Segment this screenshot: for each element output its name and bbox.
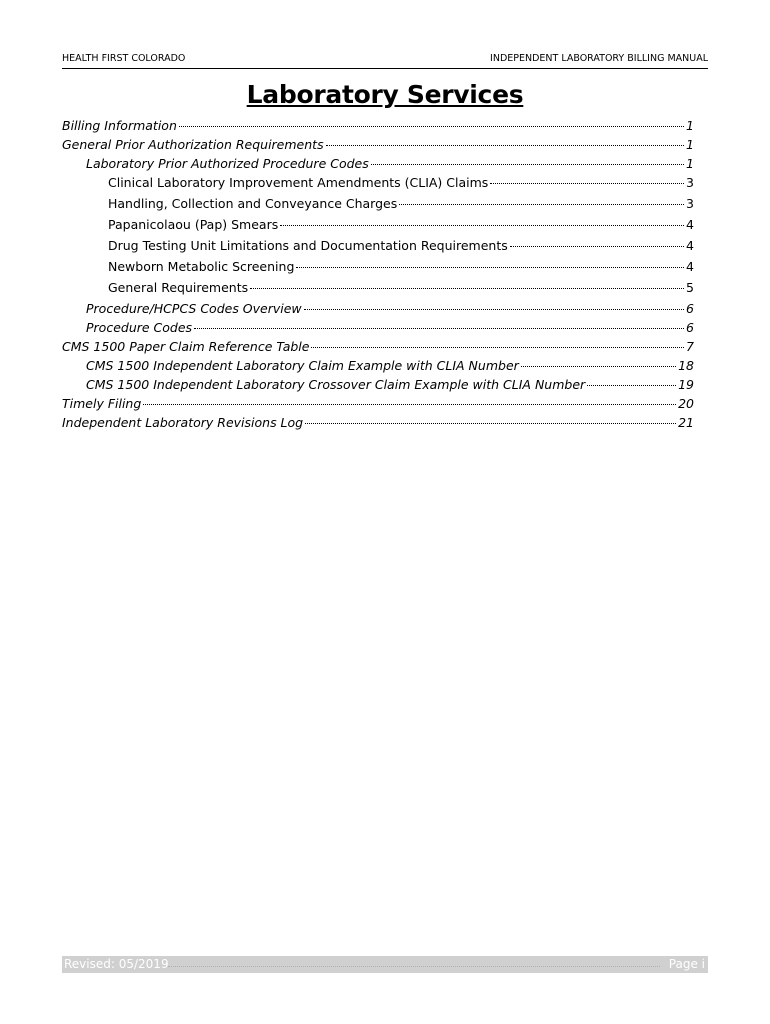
toc-entry[interactable] xyxy=(62,339,694,358)
toc-dot-leader xyxy=(280,225,684,226)
toc-entry-title: Billing Information xyxy=(62,118,177,133)
toc-entry-page-number: 7 xyxy=(686,339,694,354)
toc-dot-leader xyxy=(326,145,684,146)
toc-entry-title: CMS 1500 Independent Laboratory Crossover Claim Example with CLIA Number xyxy=(86,377,586,392)
toc-entry-page-number: 4 xyxy=(686,238,694,253)
page-footer xyxy=(62,956,708,973)
toc-entry-page-number: 3 xyxy=(686,175,694,190)
toc-entry-title: Clinical Laboratory Improvement Amendments (CLIA) Claims xyxy=(108,175,489,190)
toc-entry-title: Drug Testing Unit Limitations and Documentation Requirements xyxy=(108,238,508,253)
toc-entry-title: Procedure/HCPCS Codes Overview xyxy=(86,301,302,316)
toc-entry[interactable] xyxy=(62,396,694,415)
toc-dot-leader xyxy=(179,126,684,127)
toc-entry-page-number: 18 xyxy=(678,358,694,373)
toc-entry[interactable] xyxy=(62,196,694,217)
toc-dot-leader xyxy=(521,366,676,367)
toc-entry-page-number: 21 xyxy=(678,415,694,430)
toc-dot-leader xyxy=(371,164,684,165)
toc-entry-page-number: 20 xyxy=(678,396,694,411)
toc-dot-leader xyxy=(194,328,684,329)
toc-entry-title: Handling, Collection and Conveyance Charges xyxy=(108,196,398,211)
toc-dot-leader xyxy=(250,288,684,289)
toc-entry[interactable] xyxy=(62,175,694,196)
document-title: Laboratory Services xyxy=(246,80,524,109)
toc-entry-title: General Prior Authorization Requirements xyxy=(62,137,324,152)
toc-entry-page-number: 6 xyxy=(686,301,694,316)
header-organization: HEALTH FIRST COLORADO xyxy=(62,53,186,64)
toc-entry[interactable] xyxy=(62,156,694,175)
toc-dot-leader xyxy=(587,385,676,386)
page-number: Page i xyxy=(668,957,705,971)
toc-entry-page-number: 1 xyxy=(686,118,694,133)
toc-entry-title: CMS 1500 Independent Laboratory Claim Example with CLIA Number xyxy=(86,358,519,373)
toc-dot-leader xyxy=(510,246,684,247)
toc-entry-page-number: 1 xyxy=(686,137,694,152)
toc-entry[interactable] xyxy=(62,358,694,377)
toc-entry-page-number: 1 xyxy=(686,156,694,171)
toc-entry-title: Timely Filing xyxy=(62,396,142,411)
toc-dot-leader xyxy=(305,423,676,424)
toc-dot-leader xyxy=(296,267,684,268)
toc-entry[interactable] xyxy=(62,118,694,137)
toc-entry-title: Procedure Codes xyxy=(86,320,193,335)
toc-entry-title: Laboratory Prior Authorized Procedure Codes xyxy=(86,156,369,171)
header-manual-title: INDEPENDENT LABORATORY BILLING MANUAL xyxy=(490,53,708,64)
revised-date: Revised: 05/2019 xyxy=(64,957,169,971)
toc-entry[interactable] xyxy=(62,238,694,259)
toc-entry-page-number: 3 xyxy=(686,196,694,211)
toc-entry-page-number: 4 xyxy=(686,259,694,274)
toc-entry-page-number: 5 xyxy=(686,280,694,295)
toc-entry-title: CMS 1500 Paper Claim Reference Table xyxy=(62,339,310,354)
table-of-contents xyxy=(62,118,694,434)
toc-entry[interactable] xyxy=(62,137,694,156)
footer-dot-leader xyxy=(168,966,660,967)
toc-entry[interactable] xyxy=(62,320,694,339)
toc-entry[interactable] xyxy=(62,415,694,434)
toc-entry-title: Newborn Metabolic Screening xyxy=(108,259,295,274)
toc-entry-page-number: 6 xyxy=(686,320,694,335)
toc-dot-leader xyxy=(311,347,684,348)
toc-entry-title: General Requirements xyxy=(108,280,249,295)
toc-entry-title: Independent Laboratory Revisions Log xyxy=(62,415,304,430)
toc-entry[interactable] xyxy=(62,280,694,301)
toc-entry[interactable] xyxy=(62,377,694,396)
toc-entry[interactable] xyxy=(62,259,694,280)
toc-dot-leader xyxy=(490,183,684,184)
toc-entry-page-number: 19 xyxy=(678,377,694,392)
toc-entry[interactable] xyxy=(62,217,694,238)
toc-dot-leader xyxy=(304,309,684,310)
toc-entry-title: Papanicolaou (Pap) Smears xyxy=(108,217,279,232)
toc-dot-leader xyxy=(143,404,676,405)
toc-entry[interactable] xyxy=(62,301,694,320)
toc-dot-leader xyxy=(399,204,684,205)
page-header xyxy=(62,52,708,69)
toc-entry-page-number: 4 xyxy=(686,217,694,232)
